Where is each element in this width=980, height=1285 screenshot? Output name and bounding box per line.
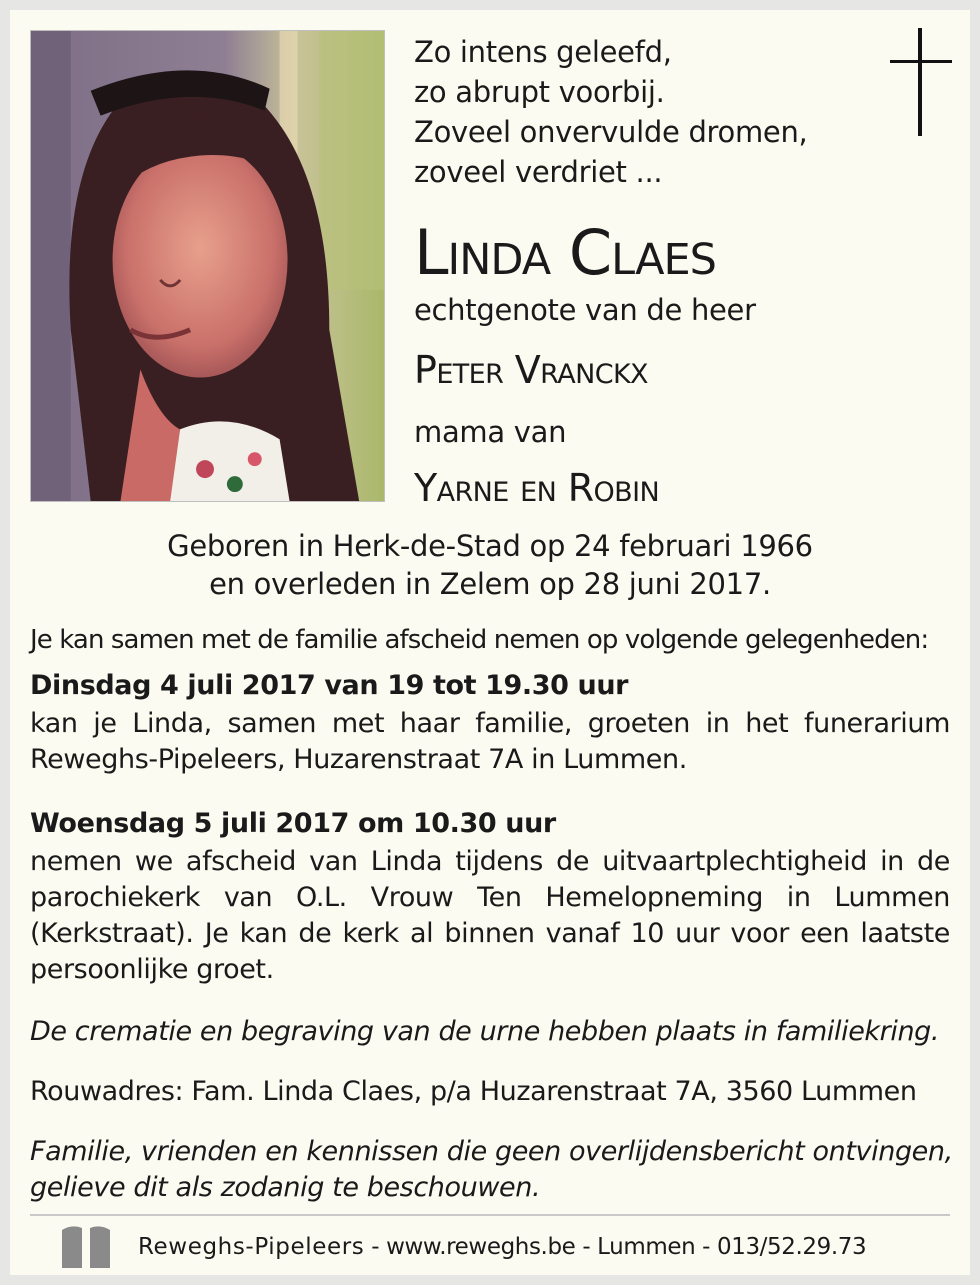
poem-line: Zo intens geleefd, xyxy=(414,35,672,69)
mourning-address: Rouwadres: Fam. Linda Claes, p/a Huzarenstraat 7A, 3560 Lummen xyxy=(30,1076,917,1107)
funeral-home-logo-icon xyxy=(58,1220,114,1268)
event-description: nemen we afscheid van Linda tijdens de uitvaartplechtigheid in de parochiekerk van O.L. Vrouw Ten Hemelopneming in Lummen (Kerkstraat). Je kan de kerk al binnen vanaf 10 uur voor een laatste persoonlijke groet. xyxy=(30,846,950,985)
event-heading: Dinsdag 4 juli 2017 van 19 tot 19.30 uur xyxy=(30,670,629,701)
spouse-relation: echtgenote van de heer xyxy=(414,293,756,327)
deceased-name: Linda Claes xyxy=(414,216,716,289)
closing-note-line: Familie, vrienden en kennissen die geen overlijdensbericht ontvingen, xyxy=(30,1136,953,1167)
footer-separator: - xyxy=(364,1234,387,1260)
poem-line: Zoveel onvervulde dromen, xyxy=(414,115,808,149)
footer-contact xyxy=(138,1232,866,1262)
footer-divider xyxy=(30,1214,950,1216)
poem-line: zo abrupt voorbij. xyxy=(414,75,665,109)
footer-brand: Reweghs-Pipeleers xyxy=(138,1234,365,1260)
farewell-intro: Je kan samen met de familie afscheid nemen op volgende gelegenheden: xyxy=(30,625,929,655)
portrait-photo xyxy=(30,30,385,502)
cremation-note: De crematie en begraving van de urne hebben plaats in familiekring. xyxy=(30,1016,940,1047)
children-names: Yarne en Robin xyxy=(414,466,660,510)
obituary-card xyxy=(10,10,970,1275)
closing-note-line: gelieve dit als zodanig te beschouwen. xyxy=(30,1172,541,1203)
footer-details: www.reweghs.be - Lummen - 013/52.29.73 xyxy=(386,1234,867,1260)
poem-line: zoveel verdriet ... xyxy=(414,155,663,189)
event-description: kan je Linda, samen met haar familie, groeten in het funerarium Reweghs-Pipeleers, Huzarenstraat 7A in Lummen. xyxy=(30,708,950,775)
event-heading: Woensdag 5 juli 2017 om 10.30 uur xyxy=(30,808,556,839)
poem xyxy=(414,32,874,192)
spouse-name: Peter Vranckx xyxy=(414,348,648,392)
cross-icon xyxy=(890,28,952,138)
death-line: en overleden in Zelem op 28 juni 2017. xyxy=(209,567,771,601)
birth-line: Geboren in Herk-de-Stad op 24 februari 1966 xyxy=(167,529,813,563)
children-relation: mama van xyxy=(414,415,567,449)
portrait-illustration xyxy=(31,31,384,501)
